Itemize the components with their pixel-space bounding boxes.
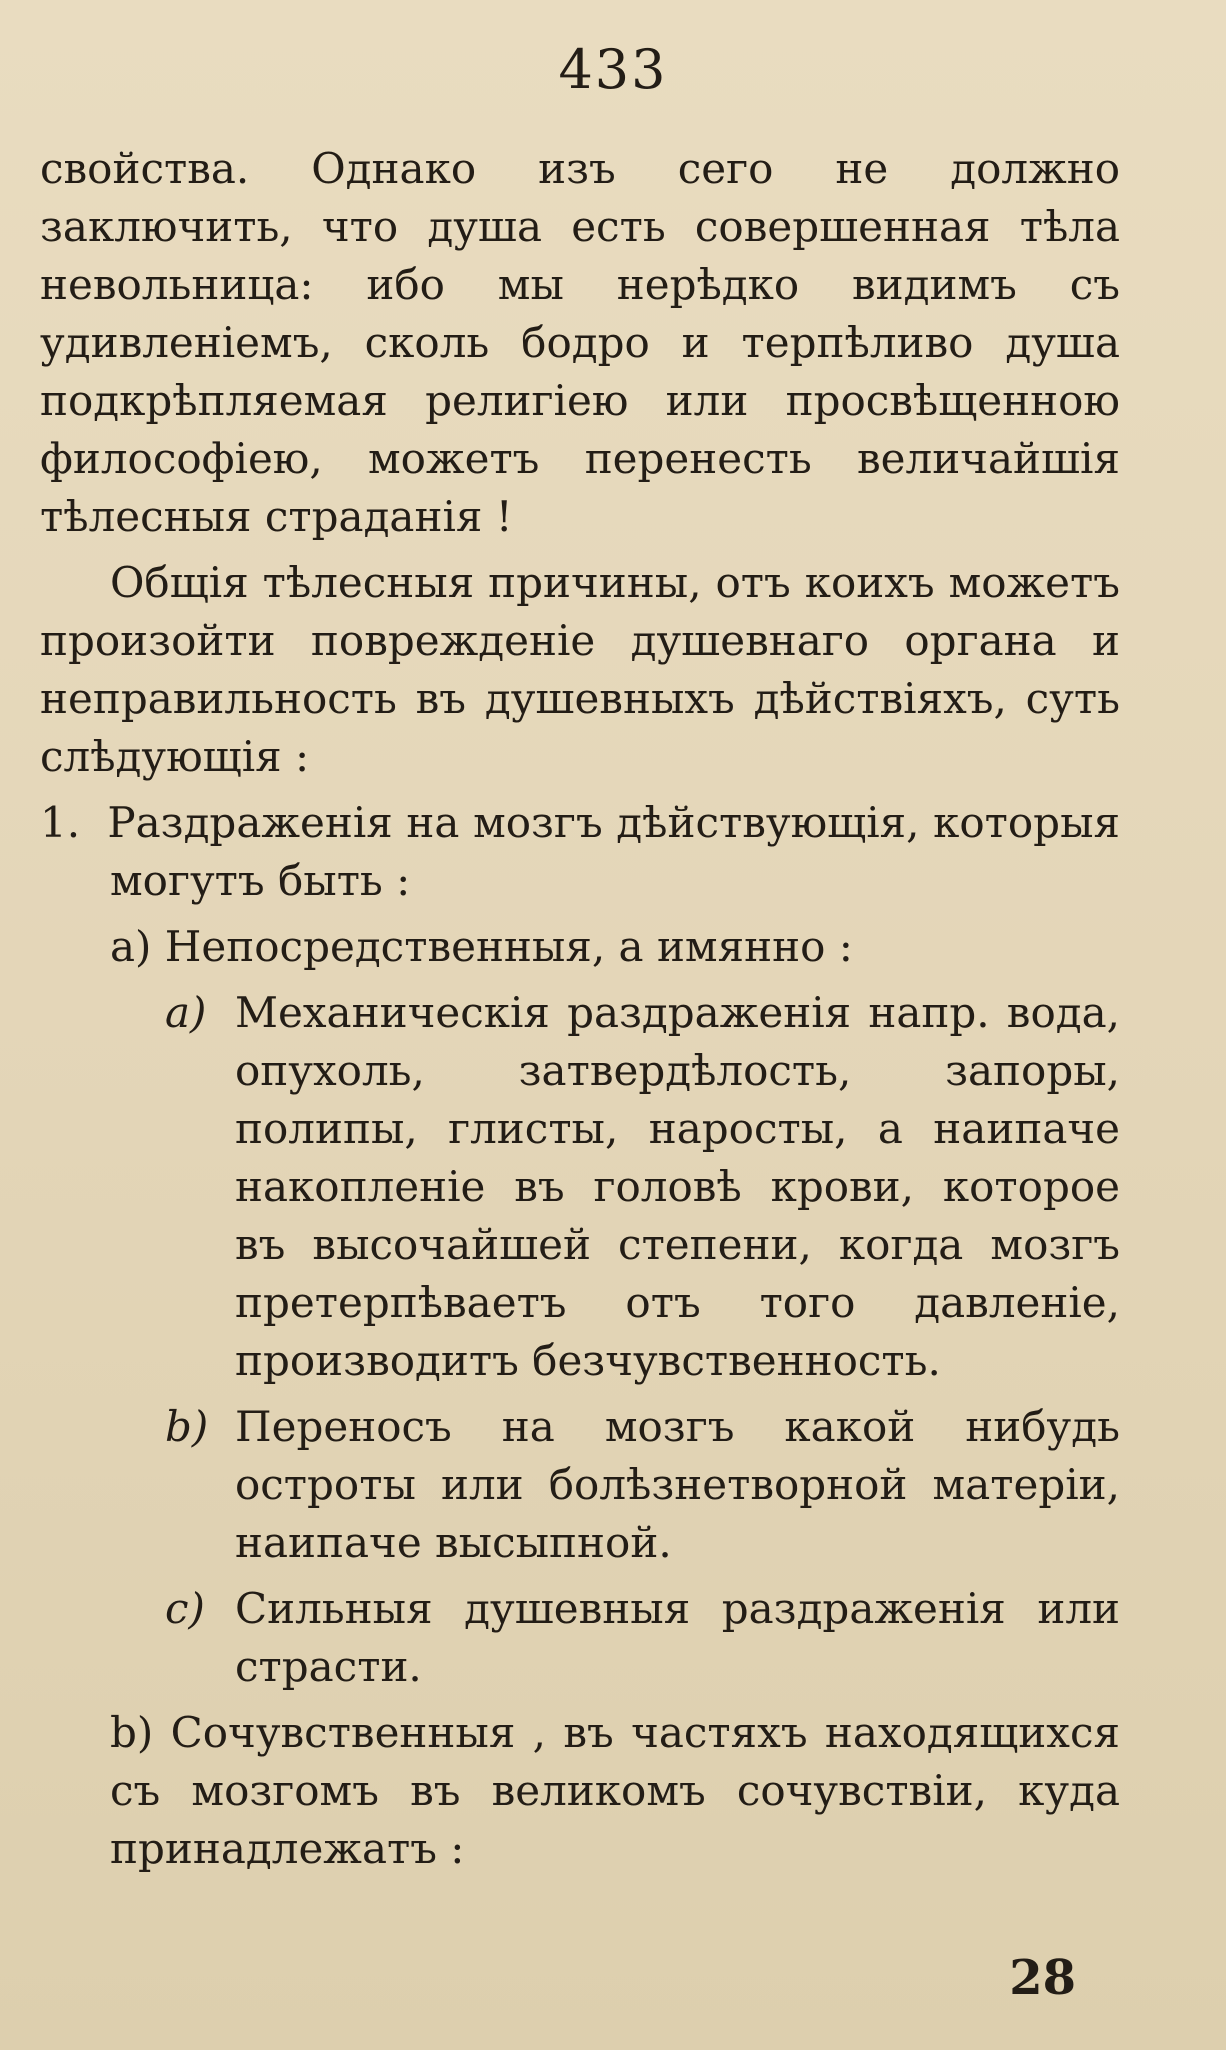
list-item-text: Сочувственныя , въ частяхъ находящихся съ мозгомъ въ великомъ сочувствіи, куда принадлежатъ : — [110, 1708, 1120, 1873]
list-item-text: Раздраженія на мозгъ дѣйствующія, которыя могутъ быть : — [107, 798, 1120, 905]
list-marker: b) — [165, 1402, 209, 1451]
list-item — [165, 1398, 1120, 1572]
signature-mark: 28 — [1009, 1950, 1076, 2006]
list-item-text: Переносъ на мозгъ какой нибудь остроты или болѣзнетворной матеріи, наипаче высыпной. — [235, 1402, 1120, 1567]
list-item — [165, 984, 1120, 1390]
page-number: 433 — [558, 38, 668, 101]
list-item-text: Непосредственныя, а имянно : — [164, 922, 853, 971]
list-marker: b) — [110, 1708, 154, 1757]
list-marker: a) — [110, 922, 152, 971]
paragraph: Общія тѣлесныя причины, отъ коихъ можетъ произойти поврежденіе душевнаго органа и неправильность въ душевныхъ дѣйствіяхъ, суть слѣдующія : — [40, 558, 1120, 781]
list-item-text: Механическія раздраженія напр. вода, опухоль, затвердѣлость, запоры, полипы, глисты, наросты, а наипаче накопленіе въ головѣ крови, которое въ высочайшей степени, когда мозгъ претерпѣваетъ отъ того давленіе, производитъ безчувственность. — [235, 988, 1120, 1385]
list-marker: c) — [165, 1584, 205, 1633]
list-item — [110, 918, 1120, 976]
list-item-text: Сильныя душевныя раздраженія или страсти. — [235, 1584, 1120, 1691]
list-marker: a) — [165, 988, 207, 1037]
list-item — [40, 794, 1120, 910]
paragraph: свойства. Однако изъ сего не должно заключить, что душа есть совершенная тѣла невольница: ибо мы нерѣдко видимъ съ удивленіемъ, сколь бодро и терпѣливо душа подкрѣпляемая религіею или просвѣщенною философіею, можетъ перенесть величайшія тѣлесныя страданія ! — [40, 144, 1120, 541]
list-marker: 1. — [40, 798, 81, 847]
list-item — [110, 1704, 1120, 1878]
page-body — [40, 140, 1120, 1878]
list-item — [165, 1580, 1120, 1696]
